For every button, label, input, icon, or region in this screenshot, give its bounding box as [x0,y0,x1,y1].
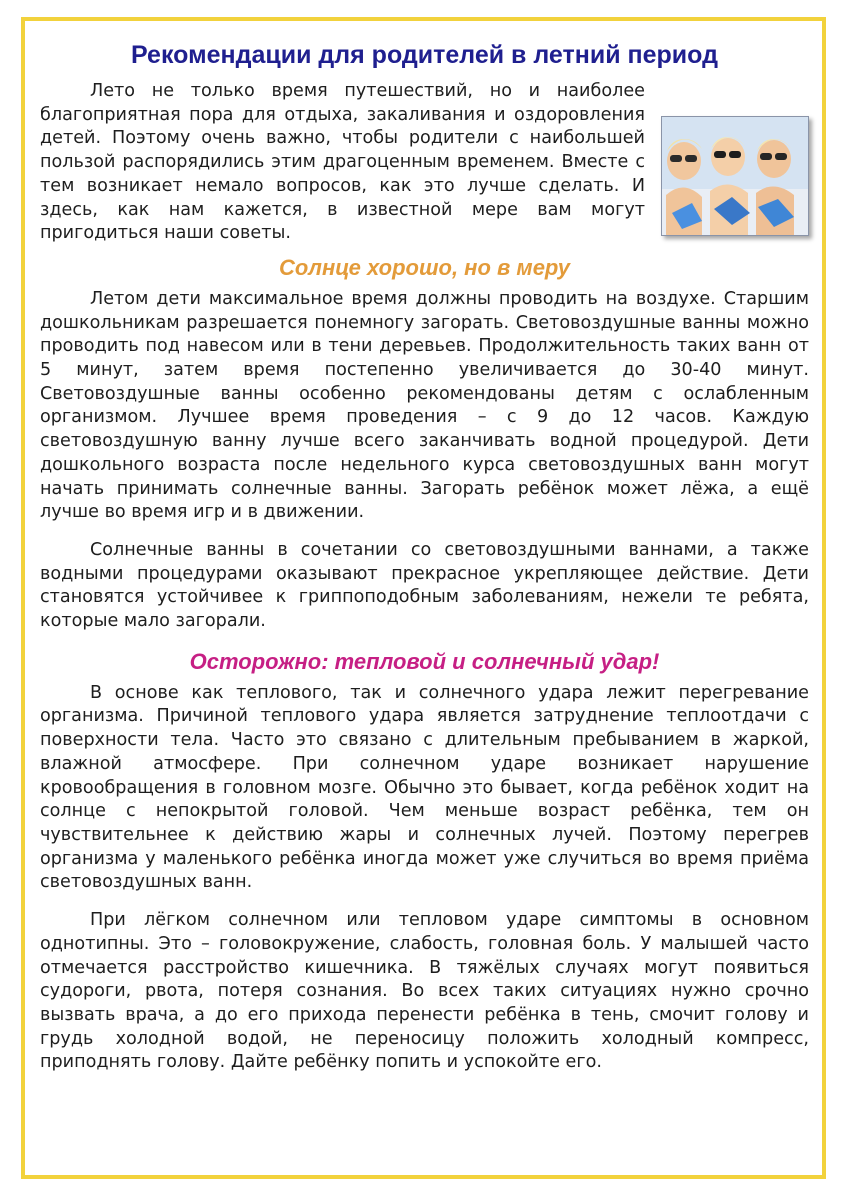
section-heading-sun: Солнце хорошо, но в меру [278,254,571,280]
section-heading-heatstroke: Осторожно: тепловой и солнечный удар! [189,648,660,674]
section-heatstroke-paragraph-2: При лёгком солнечном или тепловом ударе симптомы в основном однотипны. Это – головокружение, слабость, головная боль. У малышей часто отмечается расстройство кишечника. В тяжёлых случаях могут появиться судороги, рвота, потеря сознания. Во всех таких ситуациях нужно срочно вызвать врача, а до его прихода перенести ребёнка в тень, смочит голову и грудь холодной водой, не переносицу положить холодный компресс, приподнять голову. Дайте ребёнку попить и успокойте его. [40,910,809,1073]
intro-paragraph: Лето не только время путешествий, но и наиболее благоприятная пора для отдыха, закаливания и оздоровления детей. Поэтому очень важно, чтобы родители с наибольшей пользой распорядились этим драгоценным временем. Вместе с тем возникает немало вопросов, как это лучше сделать. И здесь, как нам кажется, в известной мере вам могут пригодиться наши советы. [40,81,645,244]
section-sun-paragraph-1: Летом дети максимальное время должны проводить на воздухе. Старшим дошкольникам разрешается понемногу загорать. Световоздушные ванны можно проводить под навесом или в тени деревьев. Продолжительность таких ванн от 5 минут, затем время постепенно увеличивается до 30-40 минут. Световоздушные ванны особенно рекомендованы детям с ослабленным организмом. Лучшее время проведения – с 9 до 12 часов. Каждую световоздушную ванну лучше всего заканчивать водной процедурой. Дети дошкольного возраста после недельного курса световоздушных ванн могут начать принимать солнечные ванны. Загорать ребёнок может лёжа, а ещё лучше во время игр и в движении. [40,288,809,523]
section-heatstroke-paragraph-1: В основе как теплового, так и солнечного удара лежит перегревание организма. Причиной теплового удара является затруднение теплоотдачи с поверхности тела. Часто это связано с длительным пребыванием в жаркой, влажной атмосфере. При солнечном ударе возникает нарушение кровообращения в головном мозге. Обычно это бывает, когда ребёнок ходит на солнце с непокрытой головой. Чем меньше возраст ребёнка, тем он чувствительнее к действию жары и солнечных лучей. Поэтому перегрев организма у маленького ребёнка иногда может уже случиться во время приёма световоздушных ванн. [40,682,809,893]
section-sun-paragraph-2: Солнечные ванны в сочетании со световоздушными ваннами, а также водными процедурами оказывают прекрасное укрепляющее действие. Дети становятся устойчивее к гриппоподобным заболеваниям, нежели те ребята, которые мало загорали. [40,539,809,632]
photo-illustration [662,117,808,235]
document-content [40,38,809,1075]
intro-section [40,80,809,246]
page-title: Рекомендации для родителей в летний период [131,41,718,69]
children-in-sunglasses-photo [661,116,809,236]
